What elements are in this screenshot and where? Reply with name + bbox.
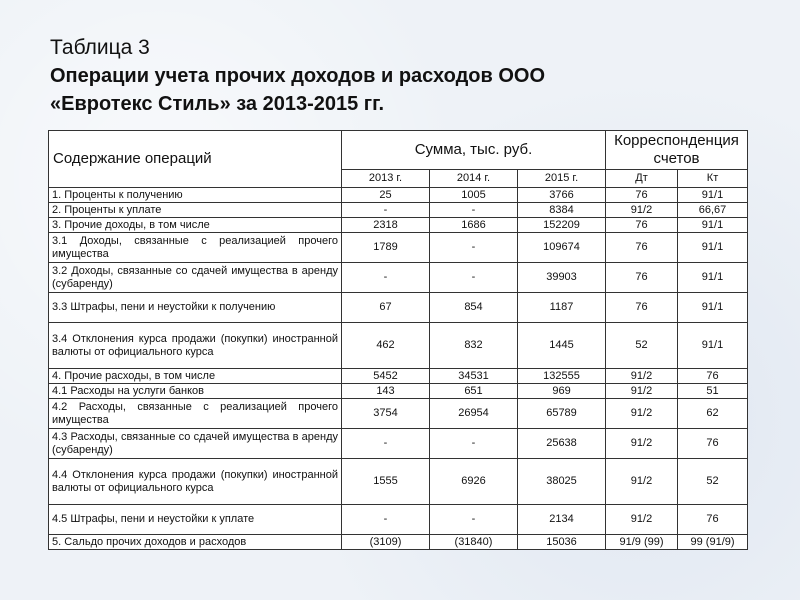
sum-2013-cell: - [342,203,430,218]
table-row [49,459,748,505]
sum-2014-cell: - [430,203,518,218]
credit-cell: 91/1 [678,218,748,233]
debit-cell: 91/2 [606,459,678,505]
table-row [49,535,748,550]
sum-2013-cell: (3109) [342,535,430,550]
operation-cell: 2. Проценты к уплате [49,203,342,218]
sum-2013-cell: - [342,429,430,459]
table-row [49,399,748,429]
operation-cell: 1. Проценты к получению [49,188,342,203]
header-operations: Содержание операций [49,131,342,188]
credit-cell: 91/1 [678,263,748,293]
sum-2015-cell: 65789 [518,399,606,429]
operation-cell: 3.2 Доходы, связанные со сдачей имущества в аренду (субаренду) [49,263,342,293]
operation-cell: 4.5 Штрафы, пени и неустойки к уплате [49,505,342,535]
debit-cell: 91/2 [606,203,678,218]
sum-2015-cell: 1187 [518,293,606,323]
sum-2014-cell: - [430,429,518,459]
debit-cell: 91/2 [606,505,678,535]
sum-2014-cell: 1686 [430,218,518,233]
table-row [49,293,748,323]
credit-cell: 76 [678,429,748,459]
table-body [49,188,748,550]
table-row [49,203,748,218]
table-number: Таблица 3 [50,36,150,59]
debit-cell: 91/2 [606,399,678,429]
debit-cell: 76 [606,188,678,203]
sum-2014-cell: 854 [430,293,518,323]
sum-2013-cell: - [342,505,430,535]
sum-2015-cell: 25638 [518,429,606,459]
sum-2013-cell: 462 [342,323,430,369]
sum-2014-cell: 1005 [430,188,518,203]
table-row [49,218,748,233]
debit-cell: 76 [606,293,678,323]
debit-cell: 91/9 (99) [606,535,678,550]
sum-2014-cell: - [430,263,518,293]
sum-2015-cell: 3766 [518,188,606,203]
sum-2015-cell: 152209 [518,218,606,233]
table-row [49,429,748,459]
table-container [48,130,747,550]
operation-cell: 3.3 Штрафы, пени и неустойки к получению [49,293,342,323]
operation-cell: 4.1 Расходы на услуги банков [49,384,342,399]
operation-cell: 4. Прочие расходы, в том числе [49,369,342,384]
table-title-line-1: Операции учета прочих доходов и расходов ООО [50,65,546,87]
sum-2015-cell: 132555 [518,369,606,384]
sum-2015-cell: 109674 [518,233,606,263]
sum-2014-cell: 651 [430,384,518,399]
sum-2015-cell: 39903 [518,263,606,293]
debit-cell: 52 [606,323,678,369]
header-debit: Дт [606,170,678,188]
credit-cell: 76 [678,369,748,384]
sum-2013-cell: - [342,263,430,293]
sum-2013-cell: 67 [342,293,430,323]
debit-cell: 91/2 [606,369,678,384]
debit-cell: 76 [606,233,678,263]
credit-cell: 76 [678,505,748,535]
table-title [50,62,770,118]
header-credit: Кт [678,170,748,188]
header-year-2013: 2013 г. [342,170,430,188]
credit-cell: 91/1 [678,293,748,323]
table-row [49,384,748,399]
table-row [49,233,748,263]
income-expense-table [48,130,748,550]
credit-cell: 91/1 [678,323,748,369]
table-row [49,505,748,535]
operation-cell: 5. Сальдо прочих доходов и расходов [49,535,342,550]
header-year-2015: 2015 г. [518,170,606,188]
header-sum: Сумма, тыс. руб. [342,131,606,170]
debit-cell: 91/2 [606,384,678,399]
sum-2013-cell: 25 [342,188,430,203]
sum-2015-cell: 8384 [518,203,606,218]
sum-2014-cell: 6926 [430,459,518,505]
sum-2013-cell: 2318 [342,218,430,233]
sum-2013-cell: 1555 [342,459,430,505]
debit-cell: 91/2 [606,429,678,459]
header-year-2014: 2014 г. [430,170,518,188]
sum-2014-cell: 34531 [430,369,518,384]
operation-cell: 3. Прочие доходы, в том числе [49,218,342,233]
sum-2013-cell: 1789 [342,233,430,263]
header-accounts: Корреспонденция счетов [606,131,748,170]
sum-2015-cell: 969 [518,384,606,399]
operation-cell: 4.3 Расходы, связанные со сдачей имущества в аренду (субаренду) [49,429,342,459]
operation-cell: 4.4 Отклонения курса продажи (покупки) иностранной валюты от официального курса [49,459,342,505]
credit-cell: 91/1 [678,188,748,203]
sum-2014-cell: (31840) [430,535,518,550]
debit-cell: 76 [606,218,678,233]
sum-2013-cell: 5452 [342,369,430,384]
operation-cell: 4.2 Расходы, связанные с реализацией прочего имущества [49,399,342,429]
page-heading [50,34,770,118]
operation-cell: 3.1 Доходы, связанные с реализацией прочего имущества [49,233,342,263]
credit-cell: 52 [678,459,748,505]
sum-2015-cell: 1445 [518,323,606,369]
sum-2014-cell: - [430,233,518,263]
debit-cell: 76 [606,263,678,293]
table-row [49,188,748,203]
table-title-line-2: «Евротекс Стиль» за 2013-2015 гг. [50,93,385,115]
sum-2013-cell: 143 [342,384,430,399]
sum-2014-cell: - [430,505,518,535]
sum-2015-cell: 15036 [518,535,606,550]
table-row [49,369,748,384]
operation-cell: 3.4 Отклонения курса продажи (покупки) иностранной валюты от официального курса [49,323,342,369]
credit-cell: 66,67 [678,203,748,218]
credit-cell: 91/1 [678,233,748,263]
sum-2015-cell: 38025 [518,459,606,505]
credit-cell: 51 [678,384,748,399]
sum-2014-cell: 832 [430,323,518,369]
table-row [49,323,748,369]
sum-2015-cell: 2134 [518,505,606,535]
credit-cell: 62 [678,399,748,429]
credit-cell: 99 (91/9) [678,535,748,550]
sum-2014-cell: 26954 [430,399,518,429]
table-row [49,263,748,293]
sum-2013-cell: 3754 [342,399,430,429]
